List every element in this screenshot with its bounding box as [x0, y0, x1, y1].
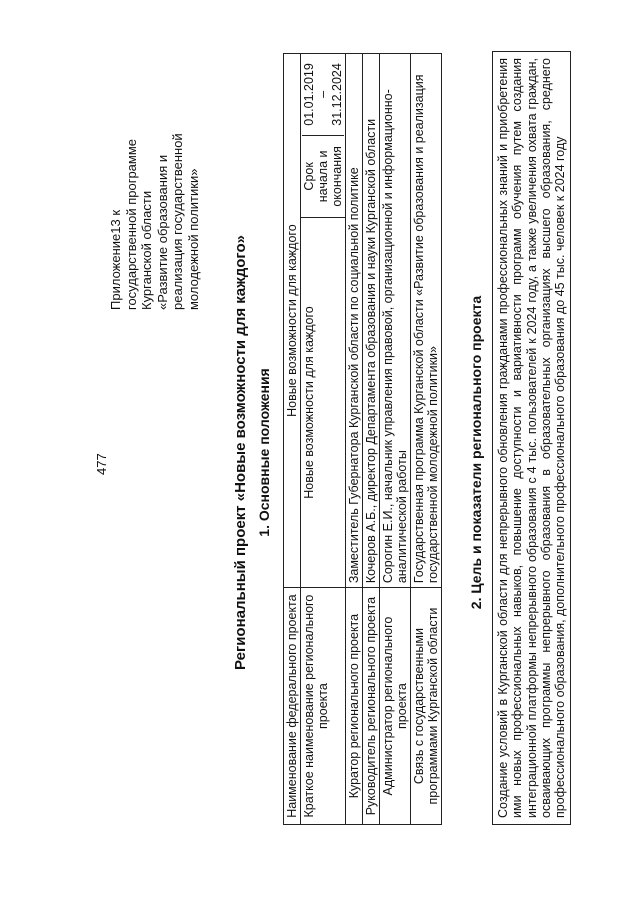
- appendix-line: Курганской области: [139, 190, 154, 310]
- table-row: [380, 54, 411, 825]
- section-heading-main-provisions: 1. Основные положения: [256, 368, 272, 537]
- page-number: 477: [94, 453, 109, 475]
- term-value: 01.01.2019 – 31.12.2024: [302, 63, 344, 126]
- table-row: [301, 54, 346, 825]
- cell-curator-value: Заместитель Губернатора Курганской области по социальной политике: [346, 54, 363, 588]
- cell-federal-project-label: Наименование федерального проекта: [284, 588, 301, 825]
- cell-short-name-label: Краткое наименование регионального проекта: [301, 588, 346, 825]
- cell-short-name-value: Новые возможности для каждого: [301, 217, 346, 587]
- cell-link-value: Государственная программа Курганской области «Развитие образования и реализация государственной молодежной политики»: [411, 54, 442, 588]
- cell-link-label: Связь с государственными программами Курганской области: [411, 588, 442, 825]
- cell-head-label: Руководитель регионального проекта: [363, 588, 380, 825]
- appendix-line: «Развитие образования и: [154, 154, 170, 310]
- document-title: Региональный проект «Новые возможности для каждого»: [232, 235, 249, 671]
- goal-text-box: Создание условий в Курганской области для непрерывного обновления гражданами профессиональных знаний и приобретения ими новых профессиональных навыков, повышение доступности и вариативности программ обучения путем создания интеграционной платформы непрерывного образования с 4 тыс. пользователей к 2024 году, а также увеличения охвата граждан, осваивающих программы непрерывного образования в образовательных организациях высшего образования, среднего профессионального образования, дополнительного профессионального образования до 45 тыс. человек к 2024 году: [492, 51, 571, 825]
- appendix-note: [108, 110, 201, 310]
- appendix-line: государственной программе: [123, 138, 139, 310]
- table-row: [346, 54, 363, 825]
- appendix-line: Приложение13 к: [108, 209, 123, 310]
- cell-head-value: Кочеров А.Б., директор Департамента образования и науки Курганской области: [363, 54, 380, 588]
- main-provisions-table: [283, 53, 442, 825]
- table-row: [411, 54, 442, 825]
- cell-admin-value: Сорогин Е.И., начальник управления правовой, организационной и информационно-аналитической работы: [380, 54, 411, 588]
- section-heading-goal: 2. Цель и показатели регионального проекта: [468, 295, 484, 610]
- cell-curator-label: Куратор регионального проекта: [346, 588, 363, 825]
- cell-admin-label: Администратор регионального проекта: [380, 588, 411, 825]
- cell-term: [301, 54, 346, 218]
- appendix-line: молодежной политики»: [185, 168, 201, 310]
- table-row: [363, 54, 380, 825]
- term-label: Срок начала и окончания: [302, 135, 344, 213]
- cell-federal-project-value: Новые возможности для каждого: [284, 54, 301, 588]
- table-row: [284, 54, 301, 825]
- appendix-line: реализация государственной: [170, 133, 185, 310]
